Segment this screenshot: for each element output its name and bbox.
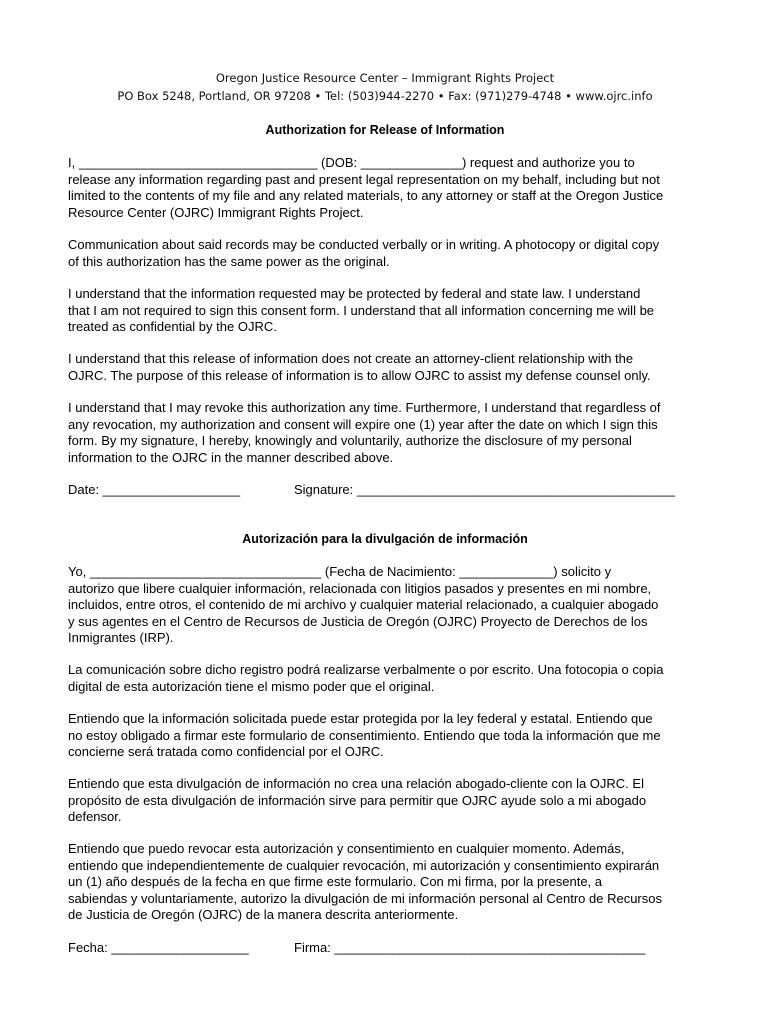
spanish-paragraph-authorization: Yo, ________________________________ (Fecha de Nacimiento: _____________) solicito y autorizo que libere cualquier información, relacionada con litigios pasados y presentes en mi nombre, incluidos, entre otros, el contenido de mi archivo y cualquier material relacionado, a cualquier abogado y sus agentes en el Centro de Recursos de Justicia de Oregón (OJRC) Proyecto de Derechos de los Inmigrantes (IRP). — [68, 564, 659, 646]
english-paragraph-relationship: I understand that this release of information does not create an attorney-client relationship with the OJRC. The purpose of this release of information is to allow OJRC to assist my defense counsel only. — [68, 351, 651, 383]
english-title: Authorization for Release of Information — [265, 123, 505, 137]
english-paragraph-communication: Communication about said records may be conducted verbally or in writing. A photocopy or digital copy of this authorization has the same power as the original. — [68, 237, 660, 269]
spanish-paragraph-protection: Entiendo que la información solicitada puede estar protegida por la ley federal y estatal. Entiendo que no estoy obligado a firmar este formulario de consentimiento. Entiendo que toda la información que me concierne será tratada como confidencial por el OJRC. — [68, 711, 661, 760]
english-paragraph-authorization: I, _________________________________ (DOB: ______________) request and authorize you to release any information regarding past and present legal representation on my behalf, including but not limited to the contents of my file and any related materials, to any attorney or staff at the Oregon Justice Resource Center (OJRC) Immigrant Rights Project. — [68, 155, 664, 220]
english-paragraph-revocation: I understand that I may revoke this authorization any time. Furthermore, I understand that regardless of any revocation, my authorization and consent will expire one (1) year after the date on which I sign this form. By my signature, I hereby, knowingly and voluntarily, authorize the disclosure of my personal information to the OJRC in the manner described above. — [68, 400, 661, 465]
english-paragraph-protection: I understand that the information requested may be protected by federal and state law. I understand that I am not required to sign this consent form. I understand that all information concerning me will be treated as confidential by the OJRC. — [68, 286, 655, 335]
spanish-paragraph-communication: La comunicación sobre dicho registro podrá realizarse verbalmente o por escrito. Una fotocopia o copia digital de esta autorización tiene el mismo poder que el original. — [68, 662, 664, 694]
spanish-signature-field[interactable]: Firma: ___________________________________________ — [294, 940, 646, 955]
spanish-paragraph-revocation: Entiendo que puedo revocar esta autorización y consentimiento en cualquier momento. Además, entiendo que independientemente de cualquier revocación, mi autorización y consentimiento expirarán un (1) año después de la fecha en que firme este formulario. Con mi firma, por la presente, a sabiendas y voluntariamente, autorizo la divulgación de mi información personal al Centro de Recursos de Justicia de Oregón (OJRC) de la manera descrita anteriormente. — [68, 841, 662, 923]
org-name: Oregon Justice Resource Center – Immigrant Rights Project — [215, 71, 555, 85]
english-date-field[interactable]: Date: ___________________ — [68, 482, 241, 497]
spanish-title: Autorización para la divulgación de información — [242, 532, 528, 546]
english-signature-field[interactable]: Signature: ____________________________________________ — [294, 482, 675, 497]
spanish-paragraph-relationship: Entiendo que esta divulgación de información no crea una relación abogado-cliente con la OJRC. El propósito de esta divulgación de información sirve para permitir que OJRC ayude solo a mi abogado defensor. — [68, 776, 647, 825]
spanish-date-field[interactable]: Fecha: ___________________ — [68, 940, 249, 955]
org-contact: PO Box 5248, Portland, OR 97208 • Tel: (503)944-2270 • Fax: (971)279-4748 • www.ojrc.info — [117, 89, 653, 103]
